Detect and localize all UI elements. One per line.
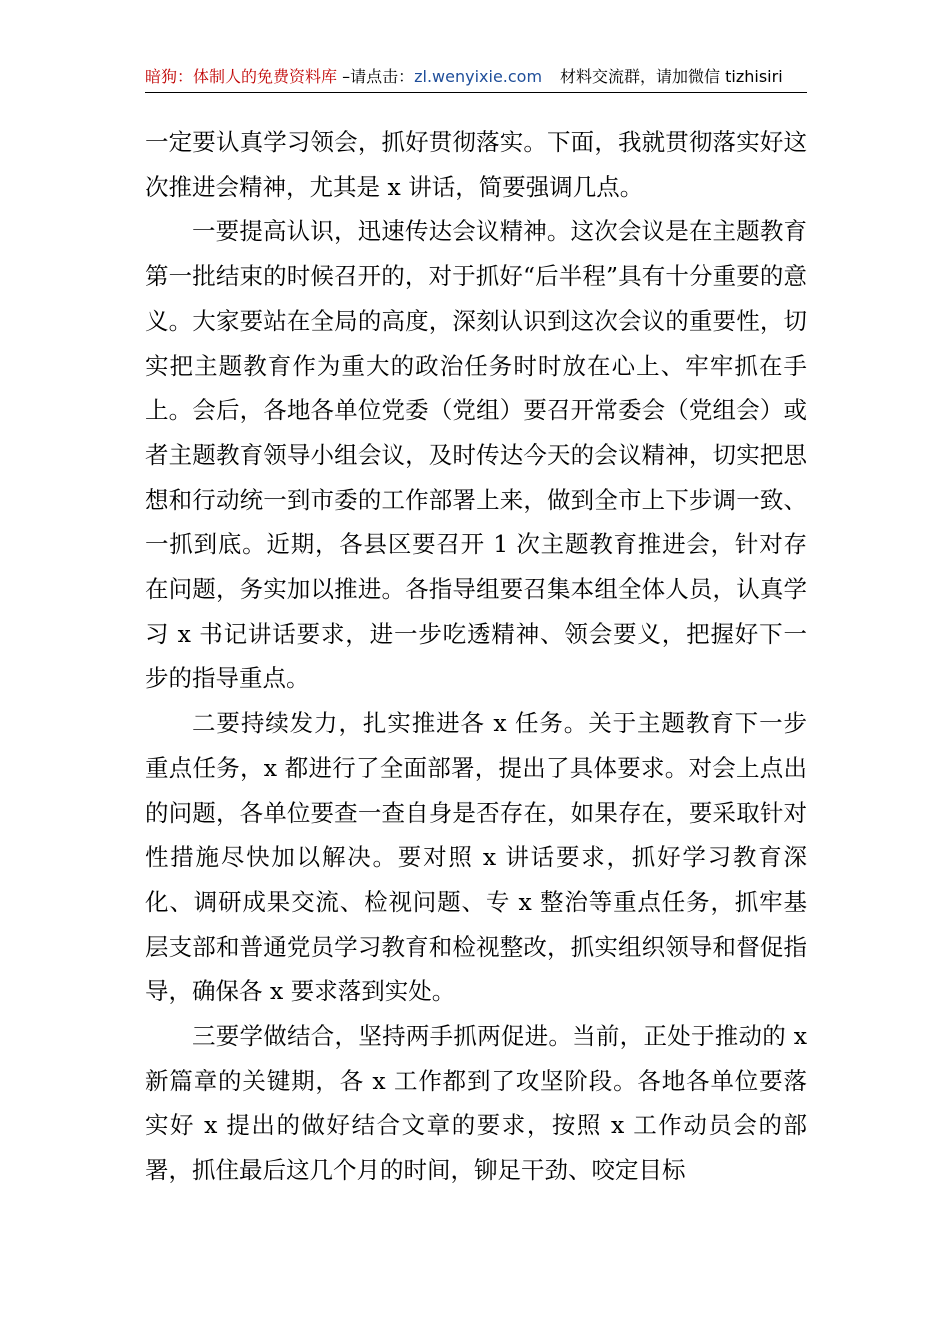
paragraph-point-three: 三要学做结合，坚持两手抓两促进。当前，正处于推动的 x 新篇章的关键期，各 x 工作都到了攻坚阶段。各地各单位要落实好 x 提出的做好结合文章的要求，按照 x 工作动员会的部署，抓住最后这几个月的时间，铆足干劲、咬定目标: [145, 1022, 807, 1185]
header-separator: –请点击：: [337, 67, 415, 86]
header-brand: 暗狗：体制人的免费资料库: [145, 67, 338, 86]
document-body: [145, 120, 807, 1193]
paragraph-point-two: 二要持续发力，扎实推进各 x 任务。关于主题教育下一步重点任务，x 都进行了全面部署，提出了具体要求。对会上点出的问题，各单位要查一查自身是否存在，如果存在，要采取针对性措施尽快加以解决。要对照 x 讲话要求，抓好学习教育深化、调研成果交流、检视问题、专 x 整治等重点任务，抓牢基层支部和普通党员学习教育和检视整改，抓实组织领导和督促指导，确保各 x 要求落到实处。: [145, 709, 807, 1006]
page-header: [145, 62, 807, 93]
paragraph-point-one: 一要提高认识，迅速传达会议精神。这次会议是在主题教育第一批结束的时候召开的，对于抓好“后半程”具有十分重要的意义。大家要站在全局的高度，深刻认识到这次会议的重要性，切实把主题教育作为重大的政治任务时时放在心上、牢牢抓在手上。会后，各地各单位党委（党组）要召开常委会（党组会）或者主题教育领导小组会议，及时传达今天的会议精神，切实把思想和行动统一到市委的工作部署上来，做到全市上下步调一致、一抓到底。近期，各县区要召开 1 次主题教育推进会，针对存在问题，务实加以推进。各指导组要召集本组全体人员，认真学习 x 书记讲话要求，进一步吃透精神、领会要义，把握好下一步的指导重点。: [145, 217, 807, 693]
header-wechat-note: 材料交流群，请加微信 tizhisiri: [560, 67, 783, 86]
paragraph-intro: 一定要认真学习领会，抓好贯彻落实。下面，我就贯彻落实好这次推进会精神，尤其是 x 讲话，简要强调几点。: [145, 128, 807, 201]
header-link[interactable]: zl.wenyixie.com: [414, 67, 543, 86]
